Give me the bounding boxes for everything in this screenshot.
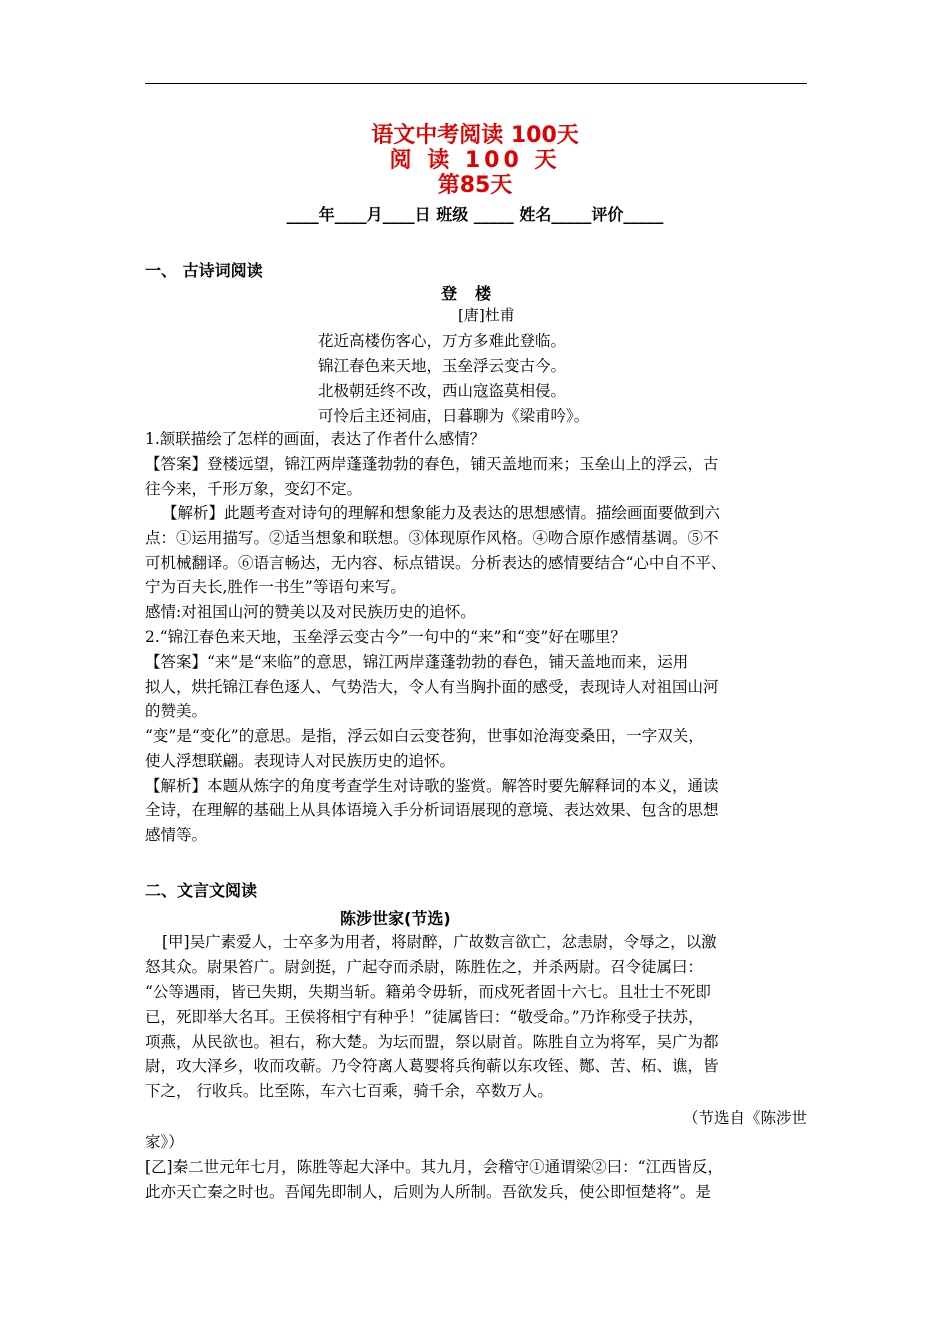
passage-jia-line: 尉，攻大泽乡，收而攻蕲。乃令符离人葛婴将兵徇蕲以东攻铚、酂、苦、柘、谯，皆 — [145, 1057, 719, 1075]
q2-answer-line: 的赞美。 — [145, 702, 208, 720]
student-info-line: ____年____月____日 班级 _____ 姓名_____评价_____ — [286, 205, 664, 224]
passage-jia-line: 已，死即举大名耳。王侯将相宁有种乎！”徒属皆曰：“敬受命。”乃诈称受子扶苏， — [145, 1008, 704, 1026]
passage-jia-line: 怒其众。尉果笞广。尉剑挺，广起夺而杀尉，陈胜佐之，并杀两尉。召令徒属曰： — [145, 958, 704, 976]
passage-yi-line: [乙]秦二世元年七月，陈胜等起大泽中。其九月，会稽守①通谓梁②曰：“江西皆反， — [145, 1158, 724, 1176]
q1-analysis-line: 感情:对祖国山河的赞美以及对民族历史的追怀。 — [145, 603, 476, 621]
header-rule — [145, 83, 807, 84]
page-subtitle: 阅 读 100 天 — [389, 148, 561, 173]
section1-heading: 一、 古诗词阅读 — [145, 261, 263, 280]
poem-author: [唐]杜甫 — [458, 306, 515, 324]
passage-source-cont: 家》） — [145, 1133, 184, 1151]
poem-line: 可怜后主还祠庙，日暮聊为《梁甫吟》。 — [318, 407, 590, 425]
question-2: 2.“锦江春色来天地，玉垒浮云变古今”一句中的“来”和“变”好在哪里？ — [145, 628, 626, 646]
q1-analysis-line: 宁为百夫长,胜作一书生”等语句来写。 — [145, 578, 406, 596]
passage-yi-line: 此亦天亡秦之时也。吾闻先即制人，后则为人所制。吾欲发兵，使公即恒楚将”。是 — [145, 1183, 711, 1201]
essay-title: 陈涉世家(节选) — [340, 909, 451, 928]
q2-answer-line: “变”是“变化”的意思。是指，浮云如白云变苍狗，世事如沧海变桑田，一字双关， — [145, 727, 704, 745]
section2-heading: 二、文言文阅读 — [145, 881, 258, 900]
page-title: 语文中考阅读 100天 — [371, 123, 579, 148]
poem-line: 锦江春色来天地，玉垒浮云变古今。 — [318, 357, 567, 375]
q1-analysis-line: 点：①运用描写。②适当想象和联想。③体现原作风格。④吻合原作感情基调。⑤不 — [145, 529, 719, 547]
question-1: 1.颔联描绘了怎样的画面，表达了作者什么感情？ — [145, 430, 486, 448]
q2-analysis-line: 全诗，在理解的基础上从具体语境入手分析词语展现的意境、表达效果、包含的思想 — [145, 801, 719, 819]
q2-answer-line: 拟人，烘托锦江春色逐人、气势浩大，令人有当胸扑面的感受，表现诗人对祖国山河 — [145, 678, 719, 696]
passage-jia-line: 项燕，从民欲也。袒右，称大楚。为坛而盟，祭以尉首。陈胜自立为将军，吴广为都 — [145, 1033, 719, 1051]
passage-source: （节选自《陈涉世 — [682, 1109, 807, 1127]
poem-line: 花近高楼伤客心，万方多难此登临。 — [318, 332, 567, 350]
poem-line: 北极朝廷终不改，西山寇盗莫相侵。 — [318, 382, 567, 400]
poem-title: 登楼 — [440, 284, 509, 303]
day-number: 第85天 — [437, 173, 513, 198]
q2-analysis-line: 感情等。 — [145, 826, 208, 844]
q2-answer-line: 使人浮想联翩。表现诗人对民族历史的追怀。 — [145, 752, 456, 770]
passage-jia-line: 下之， 行收兵。比至陈，车六七百乘，骑千余，卒数万人。 — [145, 1082, 553, 1100]
q1-analysis-line: 可机械翻译。⑥语言畅达，无内容、标点错误。分析表达的感情要结合“心中自不平、 — [145, 554, 727, 572]
q1-analysis-line: 【解析】此题考查对诗句的理解和想象能力及表达的思想感情。描绘画面要做到六 — [162, 504, 721, 522]
q2-analysis-line: 【解析】本题从炼字的角度考查学生对诗歌的鉴赏。解答时要先解释词的本义，通读 — [145, 777, 719, 795]
q2-answer-line: 【答案】“来”是“来临”的意思，锦江两岸蓬蓬勃勃的春色，铺天盖地而来，运用 — [145, 653, 689, 671]
passage-jia-line: [甲]吴广素爱人，士卒多为用者，将尉醉，广故数言欲亡，忿恚尉，令辱之，以激 — [162, 933, 717, 951]
passage-jia-line: “公等遇雨，皆已失期，失期当斩。籍弟令毋斩，而戍死者固十六七。且壮士不死即 — [145, 983, 711, 1001]
q1-answer-line: 【答案】登楼远望，锦江两岸蓬蓬勃勃的春色，铺天盖地而来；玉垒山上的浮云，古 — [145, 455, 719, 473]
q1-answer-line: 往今来，千形万象，变幻不定。 — [145, 480, 363, 498]
